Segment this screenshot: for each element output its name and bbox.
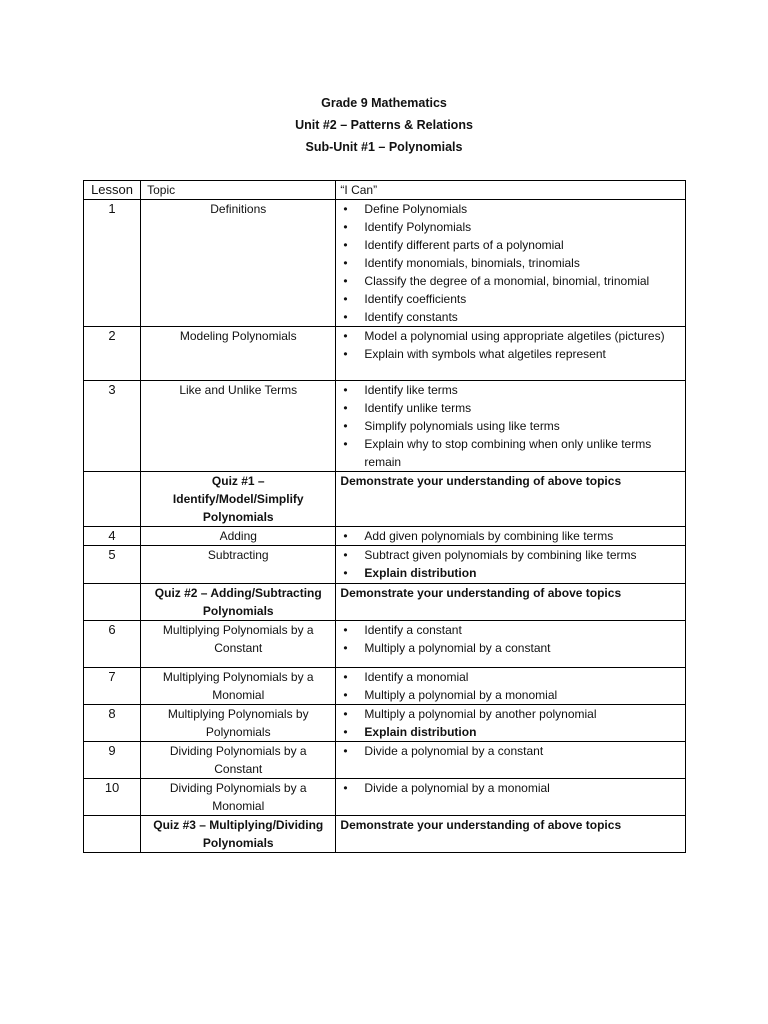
bullet-icon: • [343, 419, 348, 433]
lesson-topic: Definitions [141, 200, 336, 327]
i-can-item [340, 779, 681, 797]
i-can-text: Explain why to stop combining when only unlike terms remain [364, 437, 652, 469]
i-can-text: Multiply a polynomial by another polynomial [364, 707, 597, 721]
lesson-number [84, 472, 141, 527]
i-can-text: Explain with symbols what algetiles represent [364, 347, 606, 361]
i-can-text: Multiply a polynomial by a monomial [364, 688, 558, 702]
lesson-plan-body [84, 181, 686, 853]
i-can-list [340, 327, 681, 363]
lesson-topic: Multiplying Polynomials by Polynomials [141, 705, 336, 742]
lesson-row [84, 621, 686, 668]
header-lesson: Lesson [84, 181, 141, 200]
i-can-list [340, 381, 681, 471]
i-can-text: Identify Polynomials [364, 220, 472, 234]
i-can-list [340, 705, 681, 741]
i-can-text: Add given polynomials by combining like terms [364, 529, 614, 543]
i-can-item [340, 290, 681, 308]
i-can-text: Identify coefficients [364, 292, 467, 306]
i-can-item [340, 327, 681, 345]
lesson-row [84, 546, 686, 584]
i-can-cell [336, 705, 686, 742]
i-can-item [340, 705, 681, 723]
i-can-item [340, 435, 681, 471]
i-can-text: Model a polynomial using appropriate algetiles (pictures) [364, 329, 665, 343]
i-can-cell [336, 621, 686, 668]
i-can-item [340, 381, 681, 399]
bullet-icon: • [343, 274, 348, 288]
lesson-topic: Dividing Polynomials by a Constant [141, 742, 336, 779]
quiz-row [84, 584, 686, 621]
i-can-item [340, 272, 681, 290]
lesson-number: 10 [84, 779, 141, 816]
bullet-icon: • [343, 310, 348, 324]
i-can-text: Divide a polynomial by a constant [364, 744, 544, 758]
i-can-item [340, 254, 681, 272]
bullet-icon: • [343, 725, 348, 739]
lesson-topic: Adding [141, 527, 336, 546]
i-can-list [340, 546, 681, 582]
quiz-row [84, 816, 686, 853]
i-can-list [340, 527, 681, 545]
bullet-icon: • [343, 347, 348, 361]
header-i-can: “I Can” [336, 181, 686, 200]
table-header-row [84, 181, 686, 200]
i-can-item [340, 639, 681, 657]
bullet-icon: • [343, 292, 348, 306]
i-can-item [340, 686, 681, 704]
i-can-text: Define Polynomials [364, 202, 468, 216]
lesson-topic: Like and Unlike Terms [141, 381, 336, 472]
i-can-cell [336, 200, 686, 327]
lesson-topic: Modeling Polynomials [141, 327, 336, 381]
i-can-item [340, 527, 681, 545]
bullet-icon: • [343, 744, 348, 758]
bullet-icon: • [343, 256, 348, 270]
lesson-topic: Dividing Polynomials by a Monomial [141, 779, 336, 816]
quiz-statement: Demonstrate your understanding of above topics [340, 818, 622, 832]
bullet-icon: • [343, 202, 348, 216]
quiz-row [84, 472, 686, 527]
i-can-text: Subtract given polynomials by combining like terms [364, 548, 637, 562]
i-can-item [340, 546, 681, 564]
bullet-icon: • [343, 641, 348, 655]
i-can-item [340, 723, 681, 741]
bullet-icon: • [343, 329, 348, 343]
lesson-row [84, 200, 686, 327]
lesson-number: 3 [84, 381, 141, 472]
i-can-list [340, 742, 681, 760]
i-can-text: Identify like terms [364, 383, 458, 397]
i-can-cell [336, 472, 686, 527]
i-can-text: Explain distribution [364, 725, 477, 739]
lesson-number: 6 [84, 621, 141, 668]
quiz-statement: Demonstrate your understanding of above topics [340, 474, 622, 488]
lesson-topic: Multiplying Polynomials by a Monomial [141, 668, 336, 705]
i-can-item [340, 621, 681, 639]
i-can-text: Identify monomials, binomials, trinomials [364, 256, 580, 270]
bullet-icon: • [343, 238, 348, 252]
lesson-row [84, 779, 686, 816]
i-can-item [340, 218, 681, 236]
header-topic: Topic [141, 181, 336, 200]
i-can-item [340, 417, 681, 435]
unit-title: Unit #2 – Patterns & Relations [295, 118, 473, 132]
i-can-cell [336, 668, 686, 705]
i-can-cell [336, 527, 686, 546]
lesson-row [84, 668, 686, 705]
i-can-text: Explain distribution [364, 566, 477, 580]
bullet-icon: • [343, 707, 348, 721]
i-can-cell [336, 381, 686, 472]
i-can-item [340, 399, 681, 417]
i-can-list [340, 621, 681, 657]
i-can-list [340, 200, 681, 326]
i-can-text: Identify a monomial [364, 670, 469, 684]
i-can-text: Identify constants [364, 310, 458, 324]
lesson-topic: Multiplying Polynomials by a Constant [141, 621, 336, 668]
i-can-text: Simplify polynomials using like terms [364, 419, 560, 433]
lesson-row [84, 705, 686, 742]
i-can-text: Identify different parts of a polynomial [364, 238, 564, 252]
i-can-item [340, 564, 681, 582]
quiz-statement: Demonstrate your understanding of above topics [340, 586, 622, 600]
bullet-icon: • [343, 670, 348, 684]
i-can-item [340, 742, 681, 760]
lesson-row [84, 327, 686, 381]
bullet-icon: • [343, 383, 348, 397]
i-can-cell [336, 327, 686, 381]
lesson-topic: Quiz #3 – Multiplying/Dividing Polynomials [141, 816, 336, 853]
i-can-item [340, 668, 681, 686]
i-can-item [340, 308, 681, 326]
lesson-number: 1 [84, 200, 141, 327]
i-can-item [340, 236, 681, 254]
lesson-number: 9 [84, 742, 141, 779]
bullet-icon: • [343, 220, 348, 234]
i-can-text: Multiply a polynomial by a constant [364, 641, 551, 655]
lesson-number [84, 816, 141, 853]
lesson-row [84, 527, 686, 546]
i-can-cell [336, 779, 686, 816]
lesson-number: 5 [84, 546, 141, 584]
bullet-icon: • [343, 781, 348, 795]
i-can-cell [336, 584, 686, 621]
lesson-number: 4 [84, 527, 141, 546]
lesson-plan-table [83, 180, 686, 853]
bullet-icon: • [343, 548, 348, 562]
i-can-cell [336, 816, 686, 853]
sub-unit-title: Sub-Unit #1 – Polynomials [305, 140, 463, 154]
bullet-icon: • [343, 623, 348, 637]
bullet-icon: • [343, 566, 348, 580]
lesson-number: 7 [84, 668, 141, 705]
document-title: Grade 9 Mathematics [321, 96, 447, 110]
i-can-text: Identify a constant [364, 623, 462, 637]
bullet-icon: • [343, 401, 348, 415]
bullet-icon: • [343, 529, 348, 543]
i-can-cell [336, 742, 686, 779]
i-can-list [340, 779, 681, 797]
lesson-topic: Quiz #1 – Identify/Model/Simplify Polynomials [141, 472, 336, 527]
lesson-row [84, 381, 686, 472]
i-can-item [340, 200, 681, 218]
lesson-number: 8 [84, 705, 141, 742]
i-can-cell [336, 546, 686, 584]
lesson-number: 2 [84, 327, 141, 381]
bullet-icon: • [343, 688, 348, 702]
i-can-item [340, 345, 681, 363]
i-can-list [340, 668, 681, 704]
lesson-topic: Subtracting [141, 546, 336, 584]
lesson-topic: Quiz #2 – Adding/Subtracting Polynomials [141, 584, 336, 621]
lesson-number [84, 584, 141, 621]
i-can-text: Identify unlike terms [364, 401, 472, 415]
i-can-text: Classify the degree of a monomial, binomial, trinomial [364, 274, 650, 288]
bullet-icon: • [343, 437, 348, 451]
lesson-row [84, 742, 686, 779]
i-can-text: Divide a polynomial by a monomial [364, 781, 550, 795]
